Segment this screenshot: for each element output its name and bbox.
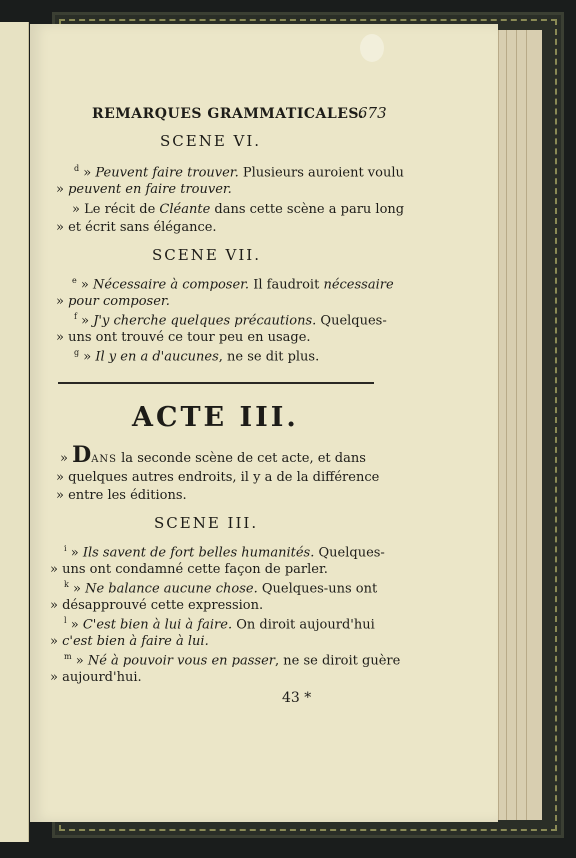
scene-iii-line-4: » désapprouvé cette expression.	[50, 598, 264, 613]
scene-iii-line-6: » c'est bien à faire à lui.	[50, 634, 209, 649]
scene-vii-line-3: $^f$ » J'y cherche quelques précautions. Quelques-	[74, 312, 387, 329]
facing-page-edge	[0, 22, 29, 842]
scene-vi-line-3: » Le récit de Cléante dans cette scène a paru long	[72, 202, 405, 217]
signature-mark: 43 *	[282, 690, 312, 706]
acte-intro-line-3: » entre les éditions.	[56, 488, 187, 503]
acte-intro-line-1: » DANS la seconde scène de cet acte, et dans	[60, 442, 366, 468]
scene-vi-line-1: $^d$ » Peuvent faire trouver. Plusieurs auroient voulu	[74, 164, 404, 181]
scene-vi-line-4: » et écrit sans élégance.	[56, 220, 217, 235]
scene-vii-title: SCENE VII.	[152, 246, 261, 264]
book-page	[30, 24, 498, 822]
scene-vii-line-5: $^g$ » Il y en a d'aucunes, ne se dit plus.	[74, 348, 320, 365]
scene-vii-line-4: » uns ont trouvé ce tour peu en usage.	[56, 330, 311, 345]
acte-intro-line-2: » quelques autres endroits, il y a de la différence	[56, 470, 380, 485]
scene-iii-line-8: » aujourd'hui.	[50, 670, 142, 685]
scene-iii-line-1: $^i$ » Ils savent de fort belles humanités. Quelques-	[64, 544, 385, 561]
scene-iii-line-2: » uns ont condamné cette façon de parler.	[50, 562, 328, 577]
acte-iii-title: ACTE III.	[132, 402, 299, 433]
scene-vii-line-1: $^e$ » Nécessaire à composer. Il faudroit nécessaire	[72, 276, 394, 293]
scene-iii-line-3: $^k$ » Ne balance aucune chose. Quelques-uns ont	[64, 580, 378, 597]
scene-vi-line-2: » peuvent en faire trouver.	[56, 182, 232, 197]
scene-vi-title: SCENE VI.	[160, 132, 262, 150]
scene-vii-line-2: » pour composer.	[56, 294, 170, 309]
paper-stain	[360, 34, 384, 62]
scene-iii-title: SCENE III.	[154, 514, 259, 532]
scene-iii-line-5: $^l$ » C'est bien à lui à faire. On diroit aujourd'hui	[64, 616, 375, 633]
running-title: REMARQUES GRAMMATICALES.	[92, 106, 364, 122]
page-number: 673	[358, 104, 387, 122]
section-rule	[58, 382, 374, 384]
scene-iii-line-7: $^m$ » Né à pouvoir vous en passer, ne se diroit guère	[64, 652, 401, 669]
